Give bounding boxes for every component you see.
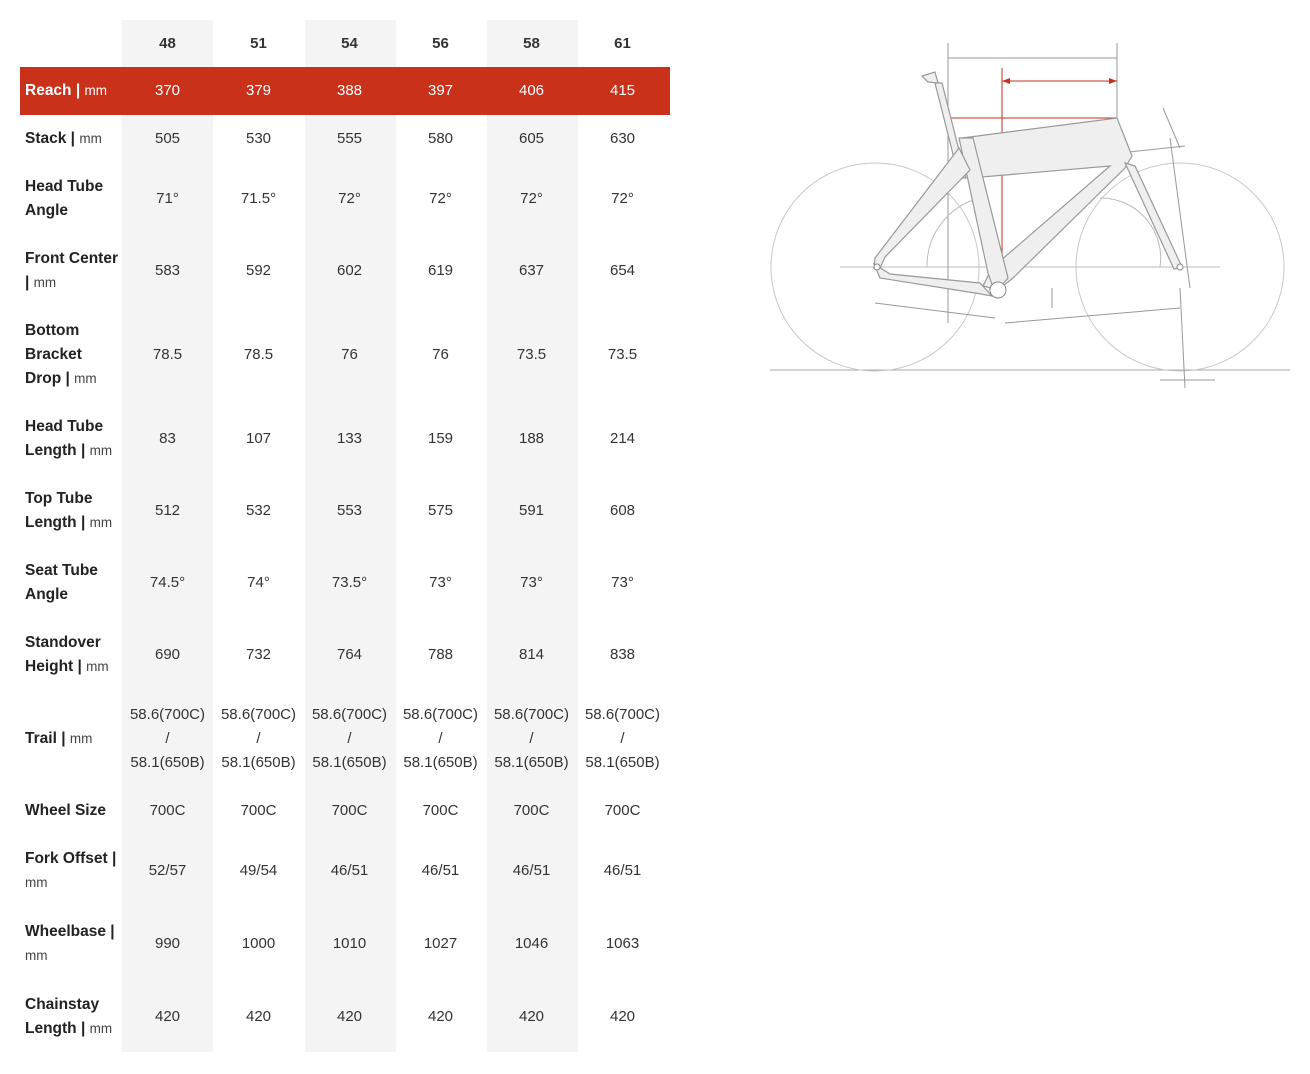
value-cell: 1000 [241,934,276,952]
row-label [20,547,122,619]
row-name: Standover Height [25,634,101,675]
value-cell: 764 [336,646,363,663]
unit-separator: | [76,514,90,531]
row-unit: mm [89,515,113,530]
size-header: 58 [523,34,540,52]
value-cell: 78.5 [152,346,183,363]
row-name: Top Tube Length [25,490,93,531]
value-cell: 654 [609,262,636,279]
value-cell: 420 [427,1007,454,1025]
row-name: Reach [25,82,72,99]
geometry-row [20,235,670,307]
row-label [20,475,122,547]
geometry-row [20,619,670,691]
row-label [20,907,122,980]
angle-arc [927,198,980,267]
row-name: Chainstay Length [25,995,100,1037]
value-cell: 592 [245,262,272,279]
value-cell: 420 [609,1007,636,1025]
seat-stay [874,148,970,268]
value-cell: 580 [427,130,454,147]
unit-separator: | [66,130,80,147]
value-cell: 420 [245,1007,272,1025]
value-cell: 52/57 [148,862,187,879]
row-unit: mm [25,875,48,890]
front-axle [1177,264,1183,270]
row-unit: mm [79,131,102,146]
value-cell: 71.5° [240,190,277,207]
value-cell: 700C [422,802,459,819]
size-header: 48 [159,34,176,52]
arrow-head [1109,78,1117,84]
rear-axle [874,264,880,270]
geometry-row [20,980,670,1053]
value-cell: 388 [336,82,363,99]
value-cell: 73.5 [516,346,547,363]
value-cell: 72° [520,190,543,207]
row-label [20,980,122,1053]
row-label [20,235,122,307]
value-cell: 73.5 [607,346,638,363]
row-name: Wheel Size [25,802,106,819]
value-cell: 73.5° [331,574,368,591]
value-cell: 71° [156,190,179,207]
value-cell: 83 [159,430,176,447]
value-cell: 58.6(700C) / 58.1(650B) [311,706,388,771]
value-cell: 397 [427,82,454,99]
value-cell: 370 [154,82,181,99]
row-unit: mm [89,1020,113,1036]
value-cell: 46/51 [512,862,551,879]
geometry-row [20,403,670,475]
geometry-row [20,835,670,907]
geometry-row [20,163,670,235]
value-cell: 505 [154,130,181,147]
value-cell: 530 [245,130,272,147]
value-cell: 74.5° [149,574,186,591]
unit-separator: | [107,850,117,867]
value-cell: 73° [520,574,543,591]
row-name: Head Tube Angle [25,178,104,219]
row-unit: mm [89,443,113,458]
value-cell: 583 [154,262,181,279]
value-cell: 700C [149,802,186,819]
value-cell: 415 [609,82,636,99]
value-cell: 814 [518,646,545,663]
row-label [20,115,122,163]
row-label [20,787,122,835]
value-cell: 420 [336,1007,363,1025]
row-label [20,307,122,403]
bike-geometry-diagram [770,38,1290,388]
value-cell: 76 [432,346,449,363]
value-cell: 406 [518,82,545,99]
row-label [20,163,122,235]
size-header-row [20,20,670,67]
row-name: Fork Offset [25,850,108,867]
value-cell: 46/51 [330,862,369,879]
geometry-row [20,907,670,980]
row-unit: mm [69,731,93,746]
value-cell: 49/54 [239,862,278,879]
row-unit: mm [25,947,48,963]
row-unit: mm [74,371,97,386]
value-cell: 214 [609,430,636,447]
value-cell: 58.6(700C) / 58.1(650B) [402,706,479,771]
dim-line [875,303,995,318]
value-cell: 72° [429,190,452,207]
row-name: Head Tube Length [25,418,104,459]
value-cell: 532 [245,502,272,519]
saddle-clamp [922,72,938,83]
dim-line [1163,108,1180,148]
dim-line [1180,288,1185,388]
value-cell: 73° [429,574,452,591]
value-cell: 58.6(700C) / 58.1(650B) [493,706,570,771]
value-cell: 591 [518,502,545,519]
value-cell: 379 [245,82,272,99]
row-name: Bottom Bracket Drop [25,322,82,387]
arrow-head [1002,78,1010,84]
value-cell: 188 [518,430,545,447]
value-cell: 1027 [423,934,458,952]
value-cell: 700C [331,802,368,819]
bottom-bracket [990,282,1006,298]
row-label [20,403,122,475]
unit-separator: | [56,730,70,747]
size-header: 61 [614,34,631,52]
row-unit: mm [84,83,107,98]
value-cell: 1010 [332,934,367,952]
value-cell: 575 [427,502,454,519]
geometry-row [20,787,670,835]
value-cell: 630 [609,130,636,147]
value-cell: 420 [154,1007,181,1025]
value-cell: 605 [518,130,545,147]
unit-separator: | [71,82,85,99]
value-cell: 58.6(700C) / 58.1(650B) [220,706,297,771]
value-cell: 76 [341,346,358,363]
value-cell: 700C [513,802,550,819]
size-header: 54 [341,34,358,52]
value-cell: 46/51 [603,862,642,879]
unit-separator: | [76,1019,90,1037]
value-cell: 788 [427,646,454,663]
value-cell: 608 [609,502,636,519]
value-cell: 1063 [605,934,640,952]
value-cell: 555 [336,130,363,147]
row-label [20,835,122,907]
value-cell: 619 [427,262,454,279]
size-header: 51 [250,34,267,52]
unit-separator: | [73,658,87,675]
value-cell: 1046 [514,934,549,952]
row-name: Trail [25,730,57,747]
geometry-row [20,691,670,787]
unit-separator: | [105,922,115,940]
geometry-table [20,20,670,1053]
value-cell: 74° [247,574,270,591]
value-cell: 690 [154,646,181,663]
value-cell: 73° [611,574,634,591]
value-cell: 58.6(700C) / 58.1(650B) [584,706,661,771]
size-header: 56 [432,34,449,52]
row-label [20,691,122,787]
chain-stay [874,264,992,296]
value-cell: 58.6(700C) / 58.1(650B) [129,706,206,771]
row-name: Seat Tube Angle [25,562,98,603]
geometry-row [20,547,670,619]
value-cell: 46/51 [421,862,460,879]
value-cell: 78.5 [243,346,274,363]
row-unit: mm [86,659,109,674]
row-name: Front Center [25,250,118,267]
value-cell: 700C [604,802,641,819]
value-cell: 637 [518,262,545,279]
value-cell: 990 [154,934,181,952]
value-cell: 72° [338,190,361,207]
geometry-row [20,307,670,403]
row-label [20,619,122,691]
value-cell: 512 [154,502,181,519]
value-cell: 700C [240,802,277,819]
value-cell: 732 [245,646,272,663]
value-cell: 159 [427,430,454,447]
value-cell: 553 [336,502,363,519]
row-unit: mm [33,275,57,290]
unit-separator: | [61,370,75,387]
value-cell: 838 [609,646,636,663]
geometry-row [20,115,670,163]
dim-line [1005,308,1180,323]
row-label [20,67,122,115]
fork [1125,163,1182,269]
geometry-row [20,67,670,115]
value-cell: 107 [245,430,272,447]
value-cell: 133 [336,430,363,447]
value-cell: 420 [518,1007,545,1025]
row-name: Wheelbase [25,922,106,940]
geometry-row [20,475,670,547]
row-name: Stack [25,130,67,147]
header-corner [20,20,122,67]
unit-separator: | [25,274,34,291]
unit-separator: | [76,442,90,459]
value-cell: 72° [611,190,634,207]
value-cell: 602 [336,262,363,279]
